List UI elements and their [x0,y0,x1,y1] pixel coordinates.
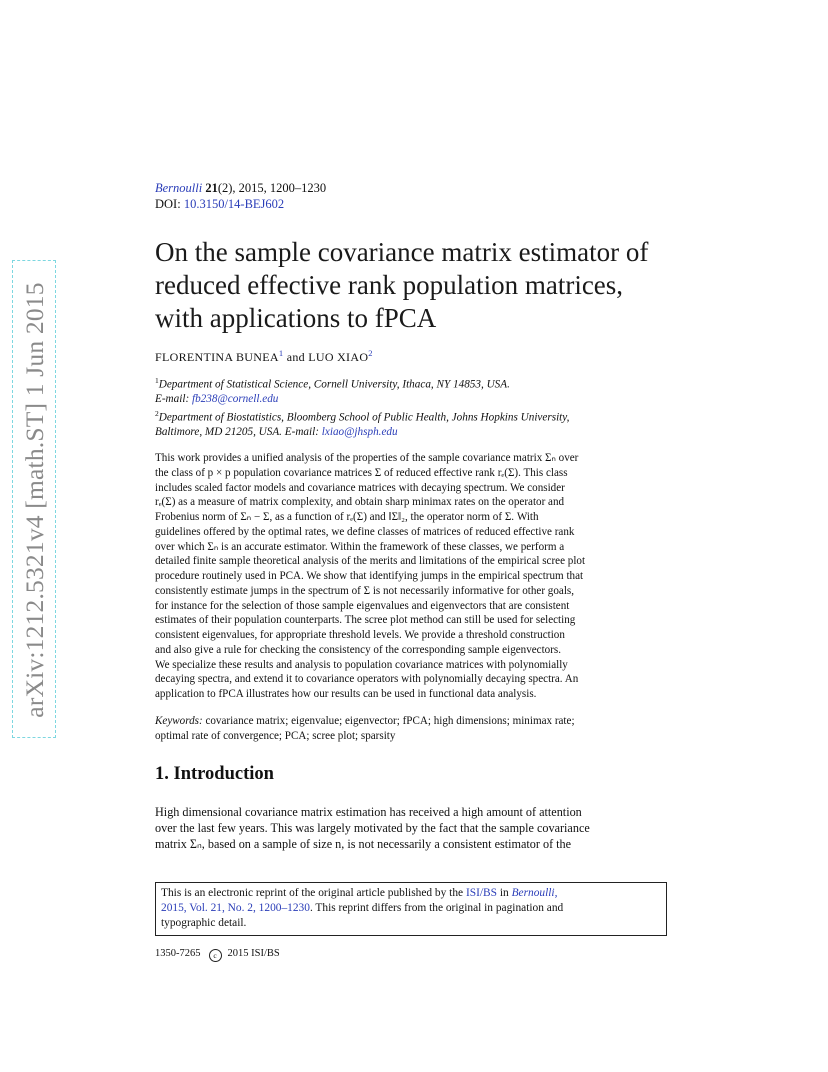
abstract-line: decaying spectra, and extend it to covariance operators with polynomially decaying spectra. An [155,673,579,686]
reprint-text-2: . This reprint differs from the original in pagination and [309,902,564,914]
abstract-line: We specialize these results and analysis to population covariance matrices with polynomially [155,658,568,671]
intro-line: High dimensional covariance matrix estimation has received a high amount of attention [155,805,582,819]
affiliation-1-text: Department of Statistical Science, Cornell University, Ithaca, NY 14853, USA. [158,378,510,391]
reprint-line-2 [161,901,666,916]
affiliation-2-text-line-1: Department of Biostatistics, Bloomberg School of Public Health, Johns Hopkins University, [158,411,570,424]
issn: 1350-7265 [155,948,201,959]
doi-line [155,196,326,212]
title-line-2: reduced effective rank population matrices, [155,270,624,300]
reprint-text-in: in [499,887,509,899]
author-2-affil-ref[interactable]: 2 [368,348,373,358]
paper-title [155,236,715,335]
doi-link[interactable]: 10.3150/14-BEJ602 [183,197,285,211]
section-heading-introduction: 1. Introduction [155,764,274,784]
citation-link[interactable]: 2015, Vol. 21, No. 2, 1200–1230 [161,902,310,914]
affiliation-2 [155,407,675,425]
abstract-line: consistent eigenvalues, for appropriate threshold levels. We provide a threshold construction [155,629,565,641]
title-line-1: On the sample covariance matrix estimator of [155,237,649,267]
journal-volume: 21 [205,181,218,195]
author-list [155,348,373,365]
affiliation-1-email-line [155,392,675,407]
author-2: LUO XIAO [308,350,369,364]
abstract-line: and also give a rule for checking the consistency of the corresponding sample eigenvectors. [155,643,562,656]
keywords-text-2: optimal rate of convergence; PCA; scree plot; sparsity [155,729,396,742]
reprint-line-3: typographic detail. [161,917,247,929]
page-footer [155,948,280,962]
abstract-line: detailed finite sample theoretical analysis of the merits and limitations of the empirical scree plot [155,555,586,568]
abstract-line: This work provides a unified analysis of the properties of the sample covariance matrix Σₙ over [155,452,579,464]
bernoulli-link[interactable]: Bernoulli, [511,887,558,899]
email-label: E-mail: [155,393,190,406]
copyright-holder: 2015 ISI/BS [227,948,280,959]
reprint-line-1 [161,886,666,901]
copyright-icon: c [209,949,222,962]
author-conjunction: and [286,350,305,364]
abstract-line: guidelines offered by the optimal rates, we define classes of matrices of reduced effective rank [155,525,575,538]
keywords-line-1 [155,714,672,729]
isibs-link[interactable]: ISI/BS [465,887,497,899]
keywords-label: Keywords: [155,715,203,727]
abstract-line: includes scaled factor models and covariance matrices with decaying spectrum. We consider [155,481,565,494]
abstract-line: for instance for the selection of those sample eigenvalues and eigenvectors that are consistent [155,599,570,612]
journal-header [155,180,326,212]
abstract-line: consistently estimate jumps in the spectrum of Σ is not necessarily informative for other goals, [155,584,574,597]
keywords-text-1: covariance matrix; eigenvalue; eigenvector; fPCA; high dimensions; minimax rate; [205,715,575,727]
author-1: FLORENTINA BUNEA [155,350,279,364]
keywords [155,714,672,744]
abstract-line: application to fPCA illustrates how our results can be used in functional data analysis. [155,688,537,700]
abstract-line: the class of p × p population covariance matrices Σ of reduced effective rank rₑ(Σ). This class [155,466,568,479]
affiliation-1-marker: 1 [155,376,159,385]
affiliation-2-line-2 [155,425,675,440]
intro-line: matrix Σₙ, based on a sample of size n, is not necessarily a consistent estimator of the [155,837,572,852]
abstract-line: Frobenius norm of Σₙ − Σ, as a function of rₑ(Σ) and ‖Σ‖₂, the operator norm of Σ. With [155,511,539,523]
title-line-3: with applications to fPCA [155,303,437,333]
affiliation-2-text-line-2: Baltimore, MD 21205, USA. E-mail: [155,426,319,439]
journal-citation [155,180,326,196]
abstract [155,451,672,702]
journal-issue: (2), 2015, 1200–1230 [217,181,327,195]
reprint-notice-box [155,882,667,936]
affiliation-2-email-link[interactable]: lxiao@jhsph.edu [321,426,398,439]
abstract-line: procedure routinely used in PCA. We show that identifying jumps in the empirical spectrum that [155,570,584,582]
doi-label: DOI: [155,197,181,211]
arxiv-stamp-text: arXiv:1212.5321v4 [math.ST] 1 Jun 2015 [20,282,49,718]
abstract-line: over which Σₙ is an accurate estimator. Within the framework of these classes, we perform a [155,540,565,553]
affiliation-2-marker: 2 [155,408,159,418]
journal-name-link[interactable]: Bernoulli [155,181,203,195]
affiliation-1-email-link[interactable]: fb238@cornell.edu [191,393,279,406]
author-1-affil-ref[interactable]: 1 [278,348,284,358]
affiliation-1 [155,374,675,392]
abstract-line: rₑ(Σ) as a measure of matrix complexity, and obtain sharp minimax rates on the operator and [155,496,565,509]
intro-line: over the last few years. This was largely motivated by the fact that the sample covariance [155,821,590,836]
introduction-paragraph [155,804,672,853]
reprint-text-1: This is an electronic reprint of the original article published by the [161,887,464,899]
abstract-line: estimates of their population counterparts. The scree plot method can still be used for selecting [155,614,576,627]
affiliations [155,374,675,440]
